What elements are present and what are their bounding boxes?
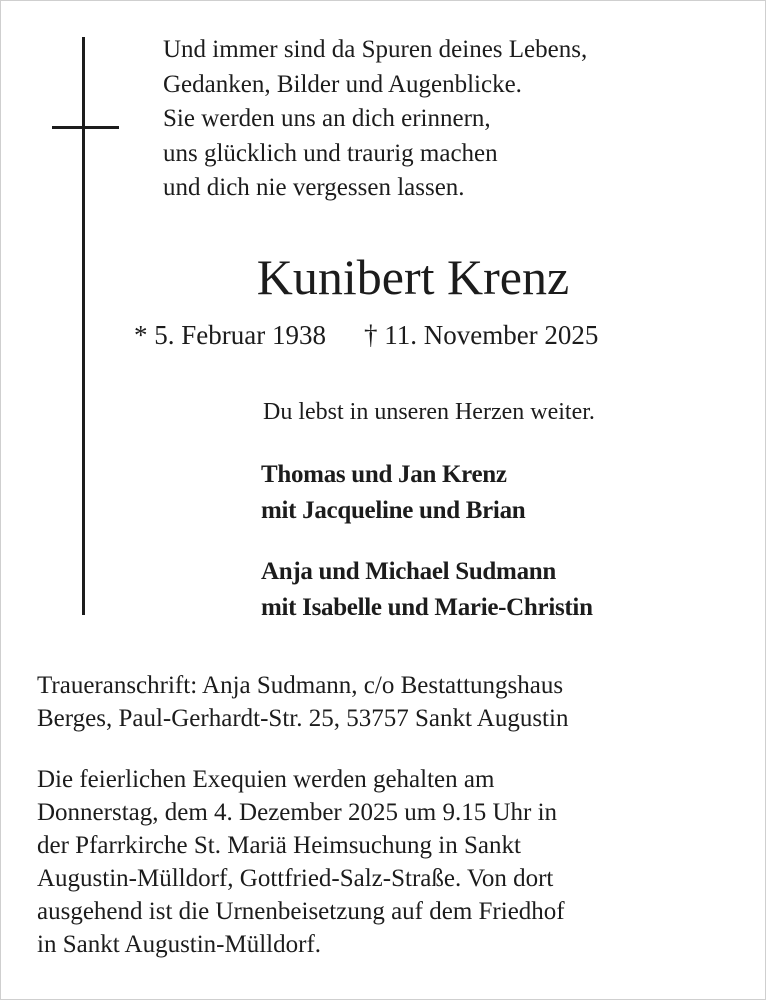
birth-date: * 5. Februar 1938	[134, 320, 326, 350]
deceased-name: Kunibert Krenz	[256, 249, 570, 305]
death-date: † 11. November 2025	[363, 320, 599, 350]
mourning-address	[37, 669, 568, 735]
funeral-service-info	[37, 763, 565, 961]
poem-line: Gedanken, Bilder und Augenblicke.	[163, 70, 522, 98]
service-line: in Sankt Augustin-Mülldorf.	[37, 931, 322, 958]
cross-horizontal-bar	[52, 126, 119, 129]
poem-line: Und immer sind da Spuren deines Lebens,	[163, 36, 588, 63]
address-line: Berges, Paul-Gerhardt-Str. 25, 53757 Sankt Augustin	[37, 705, 569, 732]
memorial-poem	[163, 33, 587, 206]
mourner-line: Anja und Michael Sudmann	[261, 558, 556, 585]
poem-line: Sie werden uns an dich erinnern,	[163, 105, 491, 133]
service-line: ausgehend ist die Urnenbeisetzung auf dem Friedhof	[37, 898, 565, 925]
mourner-group	[261, 457, 525, 529]
mourner-line: mit Isabelle und Marie-Christin	[261, 594, 593, 621]
poem-line: und dich nie vergessen lassen.	[163, 174, 465, 202]
mourner-line: mit Jacqueline und Brian	[261, 497, 526, 524]
motto-text: Du lebst in unseren Herzen weiter.	[263, 399, 595, 425]
service-line: der Pfarrkirche St. Mariä Heimsuchung in Sankt	[37, 832, 521, 859]
life-dates	[134, 317, 598, 353]
service-line: Donnerstag, dem 4. Dezember 2025 um 9.15 Uhr in	[37, 799, 558, 826]
mourner-line: Thomas und Jan Krenz	[261, 461, 507, 488]
service-line: Die feierlichen Exequien werden gehalten am	[37, 766, 495, 793]
address-line: Traueranschrift: Anja Sudmann, c/o Bestattungshaus	[37, 672, 564, 699]
service-line: Augustin-Mülldorf, Gottfried-Salz-Straße. Von dort	[37, 865, 554, 892]
cross-vertical-bar	[82, 37, 85, 615]
mourner-group	[261, 554, 593, 626]
poem-line: uns glücklich und traurig machen	[163, 139, 498, 167]
